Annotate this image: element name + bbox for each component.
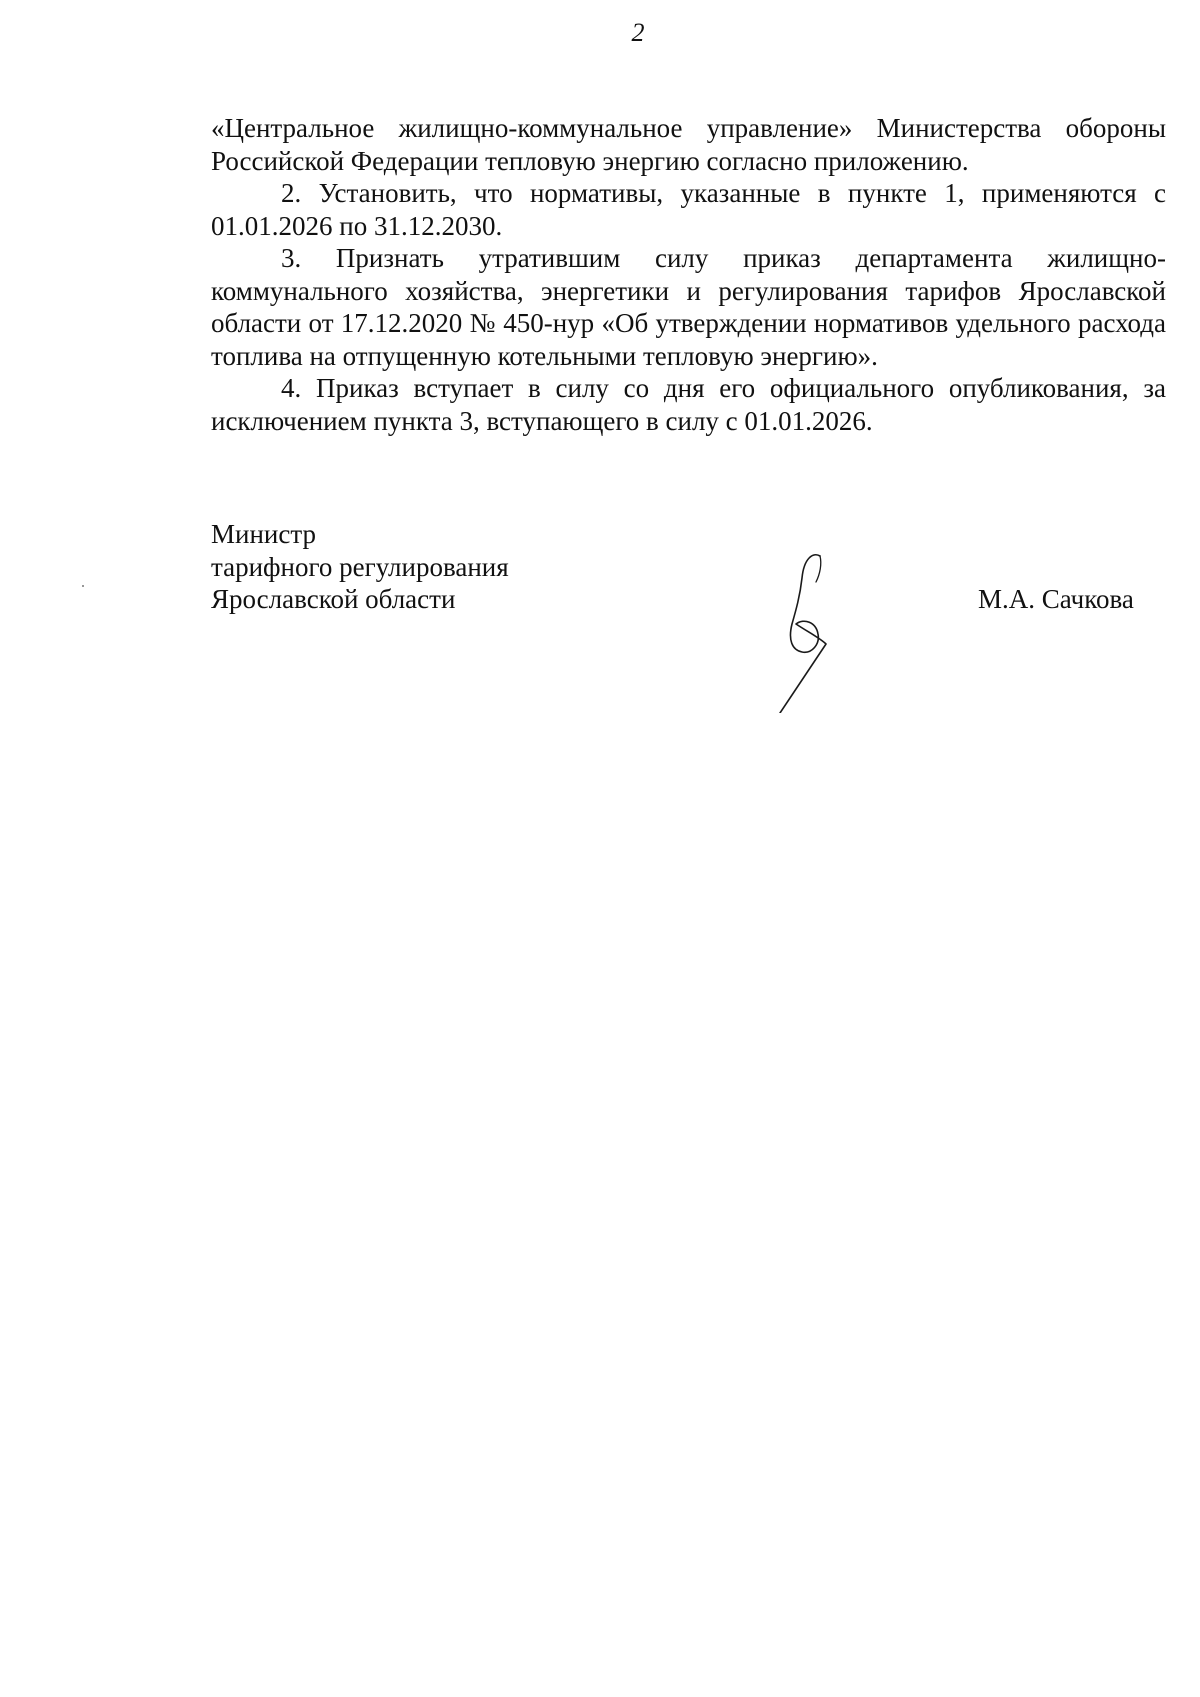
signer-position [211,518,509,616]
paragraph-item-3: 3. Признать утратившим силу приказ департамента жилищно-коммунального хозяйства, энергетики и регулирования тарифов Ярославской области от 17.12.2020 № 450-нур «Об утверждении нормативов удельного расхода топлива на отпущенную котельными тепловую энергию». [211,243,1166,371]
scan-speck [82,585,84,587]
paragraph-item-2: 2. Установить, что нормативы, указанные в пункте 1, применяются с 01.01.2026 по 31.12.2030. [211,178,1166,241]
signer-position-line: Ярославской области [211,584,456,614]
page-number: 2 [631,18,645,47]
paragraph-item-4: 4. Приказ вступает в силу со дня его официального опубликования, за исключением пункта 3, вступающего в силу с 01.01.2026. [211,373,1166,436]
signer-name: М.А. Сачкова [978,584,1134,614]
signer-position-line: Министр [211,519,316,549]
paragraph-continuation: «Центральное жилищно-коммунальное управление» Министерства обороны Российской Федерации тепловую энергию согласно приложению. [211,113,1166,176]
document-body [211,112,1166,437]
signer-position-line: тарифного регулирования [211,551,509,582]
handwritten-signature [758,548,868,713]
